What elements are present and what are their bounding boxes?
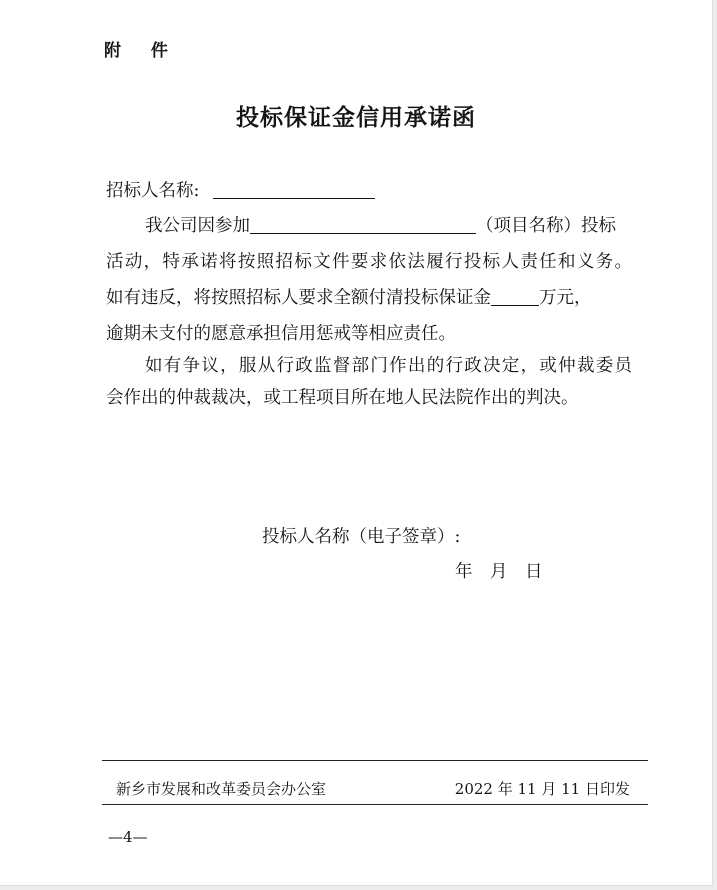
paragraph1-line1 [145,214,616,238]
issuing-office: 新乡市发展和改革委员会办公室 [116,780,327,798]
tenderer-name-blank [213,180,375,199]
tenderer-name-label: 招标人名称: [106,181,200,201]
signature-date: 年 月 日 [455,562,543,582]
paragraph1-line3-prefix: 如有违反，将按照招标人要求全额付清投标保证金 [106,288,491,308]
attachment-label: 附 件 [104,41,180,61]
paragraph1-line1-suffix: （项目名称）投标 [476,216,616,236]
bidder-signature-label: 投标人名称（电子签章）: [262,527,461,547]
footer-bottom-rule [102,804,648,805]
paragraph1-line3-suffix: 万元， [539,288,592,308]
paragraph2-line1: 如有争议，服从行政监督部门作出的行政决定，或仲裁委员 [145,356,632,376]
paragraph1-line3 [106,286,592,310]
paragraph1-line2: 活动，特承诺将按照招标文件要求依法履行投标人责任和义务。 [106,252,632,272]
paragraph1-line1-prefix: 我公司因参加 [145,216,250,236]
paragraph2-line2: 会作出的仲裁裁决，或工程项目所在地人民法院作出的判决。 [106,388,579,408]
page-number: —4— [108,828,148,846]
issue-date: 2022 年 11 月 11 日印发 [454,780,630,798]
project-name-blank [250,215,476,234]
footer-top-rule [102,760,648,761]
tenderer-name-line [106,179,375,203]
paragraph1-line4: 逾期未支付的愿意承担信用惩戒等相应责任。 [106,324,456,344]
deposit-amount-blank [491,287,539,306]
document-title: 投标保证金信用承诺函 [236,104,476,131]
